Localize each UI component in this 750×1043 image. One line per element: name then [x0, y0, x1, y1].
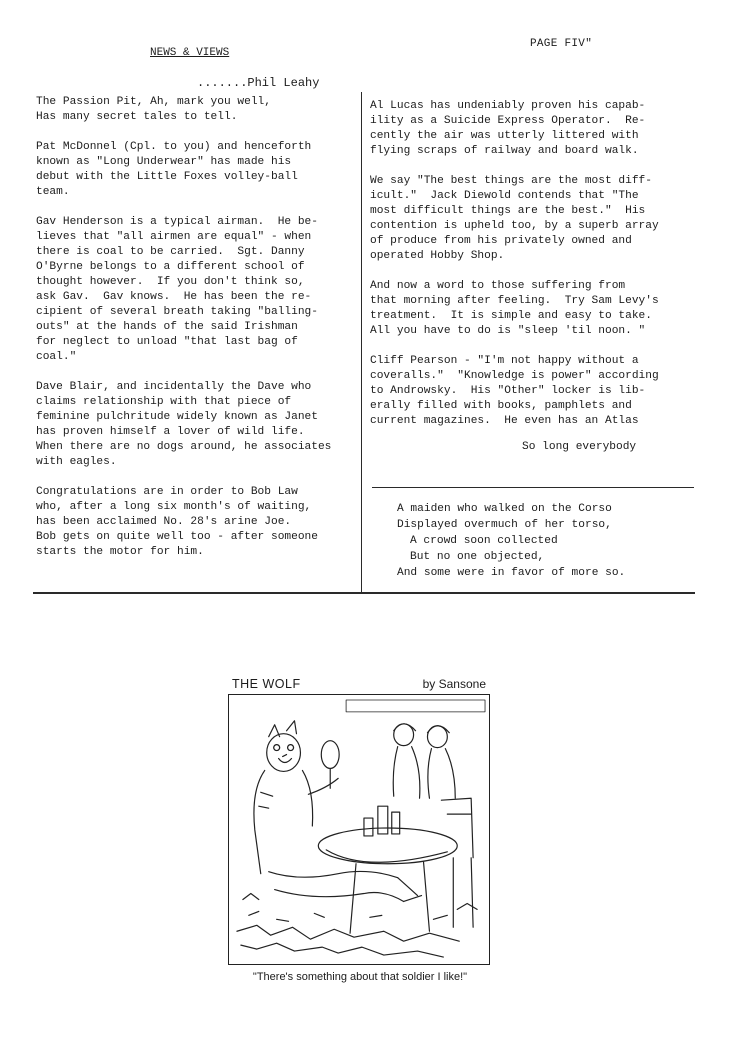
paragraph: The Passion Pit, Ah, mark you well, Has many secret tales to tell.	[36, 96, 271, 123]
cartoon	[228, 677, 492, 991]
cartoon-caption: "There's something about that soldier I like!"	[252, 971, 468, 983]
cartoon-title: THE WOLF	[232, 677, 301, 691]
limerick	[397, 501, 625, 581]
wolf-soldier-illustration	[229, 695, 489, 964]
limerick-line: Displayed overmuch of her torso,	[397, 519, 612, 531]
limerick-line: And some were in favor of more so.	[397, 567, 626, 579]
limerick-line: But no one objected,	[410, 551, 545, 563]
paragraph: And now a word to those suffering from that morning after feeling. Try Sam Levy's treatment. It is simple and easy to take. All you have to do is "sleep 'til noon. "	[370, 280, 659, 337]
cartoon-frame	[228, 694, 490, 965]
right-column	[370, 99, 695, 444]
paragraph: Cliff Pearson - "I'm not happy without a coveralls." "Knowledge is power" according to Androwsky. His "Other" locker is lib- erally filled with books, pamphlets and current magazines. He even has an Atlas	[370, 355, 659, 427]
byline: .......Phil Leahy	[197, 76, 320, 90]
limerick-line: A maiden who walked on the Corso	[397, 503, 612, 515]
paragraph: Dave Blair, and incidentally the Dave who claims relationship with that piece of feminine pulchritude widely known as Janet has proven himself a lover of wild life. When there are no dogs around, he associates with eagles.	[36, 381, 332, 468]
section-title: NEWS & VIEWS	[150, 47, 230, 59]
limerick-divider	[372, 487, 694, 488]
limerick-line: A crowd soon collected	[410, 535, 558, 547]
paragraph: We say "The best things are the most diff- icult." Jack Diewold contends that "The most difficult things are the best." His contention is upheld too, by a superb array of produce from his privately owned and operated Hobby Shop.	[370, 175, 659, 262]
cartoon-credit: by Sansone	[422, 677, 486, 691]
left-column	[36, 95, 358, 575]
section-divider	[33, 592, 695, 594]
paragraph: Gav Henderson is a typical airman. He be- lieves that "all airmen are equal" - when there is coal to be carried. Sgt. Danny O'Byrne belongs to a different school of thought however. If you don't think so, ask Gav. Gav knows. He has been the re- cipient of several breath taking "balling- outs" at the hands of the said Irishman for neglect to unload "that last bag of coal."	[36, 216, 318, 363]
paragraph: Pat McDonnel (Cpl. to you) and henceforth known as "Long Underwear" has made his debut with the Little Foxes volley-ball team.	[36, 141, 312, 198]
paragraph: Al Lucas has undeniably proven his capab- ility as a Suicide Express Operator. Re- cently the air was utterly littered with flying scraps of railway and board walk.	[370, 100, 646, 157]
signoff: So long everybody	[522, 441, 637, 453]
paragraph: Congratulations are in order to Bob Law who, after a long six month's of waiting, has been acclaimed No. 28's arine Joe. Bob gets on quite well too - after someone starts the motor for him.	[36, 486, 318, 558]
page-number: PAGE FIV"	[530, 38, 593, 50]
column-divider	[361, 92, 362, 593]
